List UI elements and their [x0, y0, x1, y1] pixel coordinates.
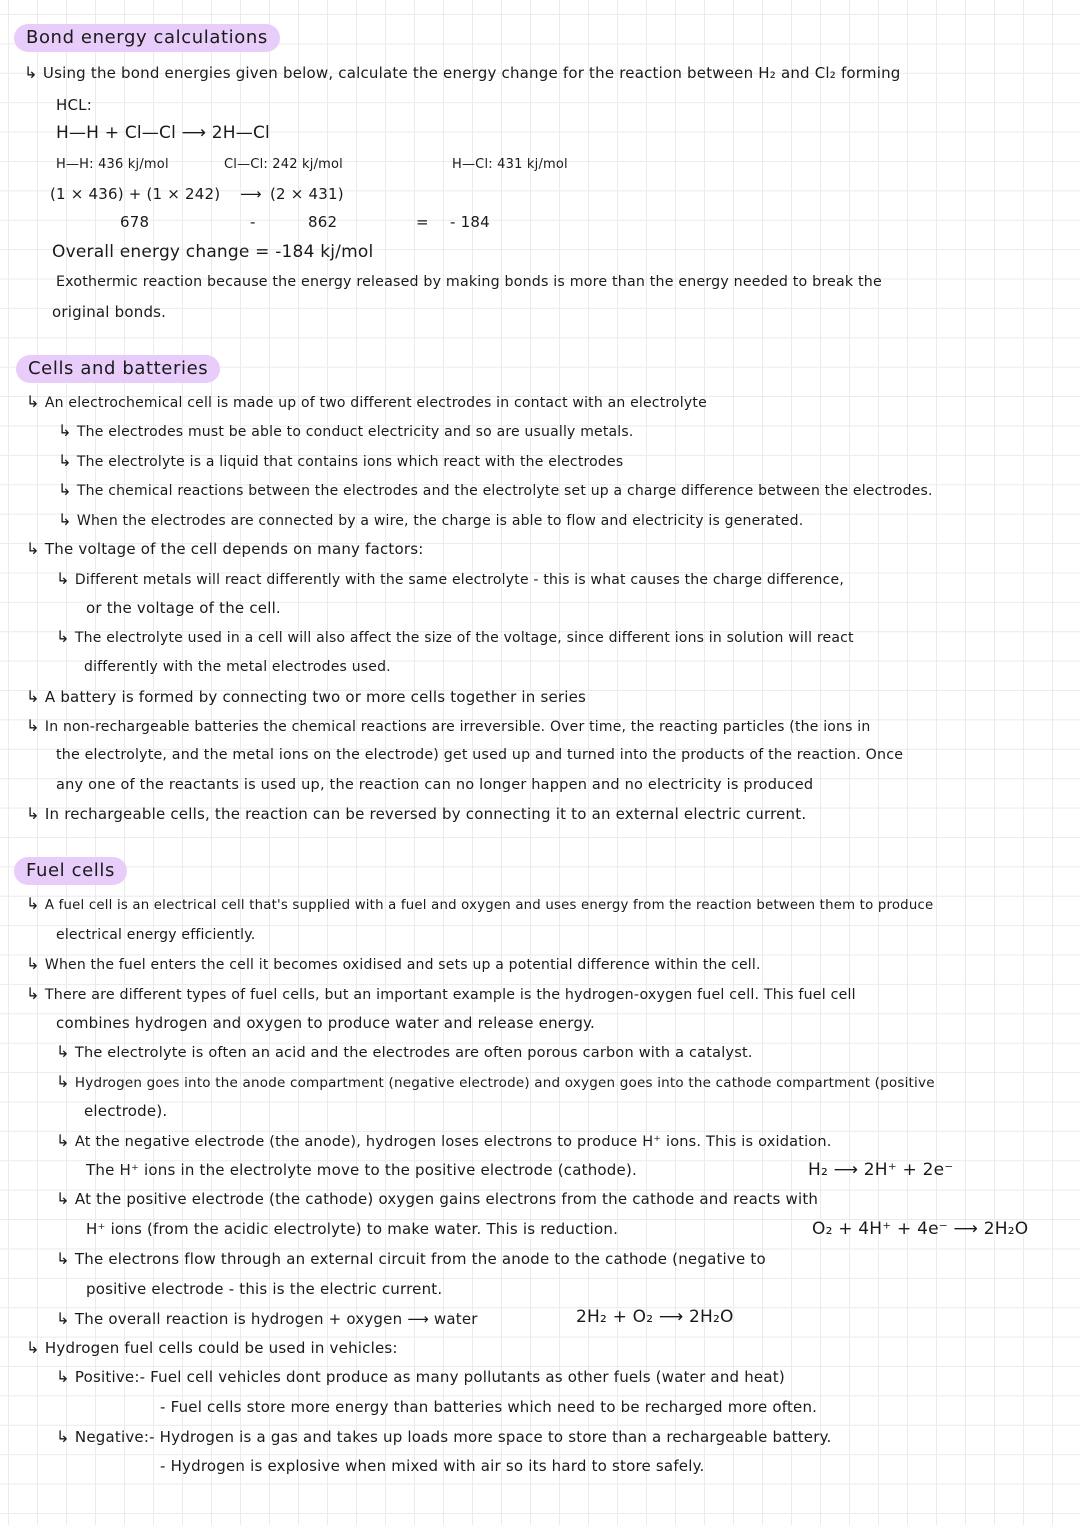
cells-line-11: ↳ A battery is formed by connecting two or more cells together in series [26, 687, 587, 706]
cells-line-14: any one of the reactants is used up, the reaction can no longer happen and no electricity is produced [56, 777, 814, 793]
calc-arrow: ⟶ [240, 185, 262, 203]
fuel-line-10-equation: H₂ ⟶ 2H⁺ + 2e⁻ [808, 1160, 954, 1180]
bullet-arrow-icon: ↳ [26, 539, 45, 558]
fuel-line-11: ↳ At the positive electrode (the cathode) oxygen gains electrons from the cathode and reacts with [56, 1189, 819, 1208]
cells-line-12: ↳ In non-rechargeable batteries the chemical reactions are irreversible. Over time, the reacting particles (the ions in [26, 716, 871, 735]
bond-intro-line-2: HCL: [56, 96, 92, 114]
bullet-arrow-icon: ↳ [56, 627, 75, 646]
fuel-cells-heading: Fuel cells [14, 857, 127, 885]
fuel-line-1: ↳ A fuel cell is an electrical cell that's supplied with a fuel and oxygen and uses energy from the reaction between them to produce [26, 894, 934, 913]
sum-result: - 184 [450, 213, 490, 231]
fuel-line-15-equation: 2H₂ + O₂ ⟶ 2H₂O [576, 1307, 734, 1327]
bullet-arrow-icon: ↳ [56, 1131, 75, 1150]
sum-reactants: 678 [120, 213, 150, 231]
fuel-line-14: positive electrode - this is the electric current. [86, 1280, 443, 1298]
cells-line-2: ↳ The electrodes must be able to conduct electricity and so are usually metals. [58, 421, 634, 440]
bullet-arrow-icon: ↳ [26, 804, 45, 823]
cells-line-10: differently with the metal electrodes used. [84, 659, 391, 675]
fuel-line-12-equation: O₂ + 4H⁺ + 4e⁻ ⟶ 2H₂O [812, 1219, 1029, 1239]
bond-value-hcl: H—Cl: 431 kj/mol [452, 157, 568, 172]
calc-reactants: (1 × 436) + (1 × 242) [50, 185, 221, 203]
bullet-arrow-icon: ↳ [26, 687, 45, 706]
bullet-arrow-icon: ↳ [26, 894, 45, 913]
fuel-line-17: ↳ Positive:- Fuel cell vehicles dont produce as many pollutants as other fuels (water and heat) [56, 1367, 785, 1386]
bond-intro-line-1: ↳ Using the bond energies given below, calculate the energy change for the reaction between H₂ and Cl₂ forming [24, 63, 901, 82]
fuel-line-7: ↳ Hydrogen goes into the anode compartment (negative electrode) and oxygen goes into the cathode compartment (positive [56, 1072, 935, 1091]
cells-line-6: ↳ The voltage of the cell depends on many factors: [26, 539, 424, 558]
sum-minus: - [250, 213, 256, 231]
bullet-arrow-icon: ↳ [56, 1309, 75, 1328]
bullet-arrow-icon: ↳ [56, 569, 75, 588]
calc-products: (2 × 431) [270, 185, 344, 203]
bond-value-hh: H—H: 436 kj/mol [56, 157, 169, 172]
bullet-arrow-icon: ↳ [56, 1249, 75, 1268]
bullet-arrow-icon: ↳ [58, 451, 77, 470]
fuel-line-9: ↳ At the negative electrode (the anode), hydrogen loses electrons to produce H⁺ ions. This is oxidation. [56, 1131, 832, 1150]
bullet-arrow-icon: ↳ [26, 984, 45, 1003]
cells-batteries-heading: Cells and batteries [16, 355, 220, 383]
bullet-arrow-icon: ↳ [26, 392, 45, 411]
fuel-line-5: combines hydrogen and oxygen to produce water and release energy. [56, 1014, 595, 1032]
cells-line-15: ↳ In rechargeable cells, the reaction can be reversed by connecting it to an external electric current. [26, 804, 807, 823]
fuel-line-2: electrical energy efficiently. [56, 927, 256, 943]
bullet-arrow-icon: ↳ [58, 421, 77, 440]
bullet-arrow-icon: ↳ [26, 954, 45, 973]
cells-line-3: ↳ The electrolyte is a liquid that contains ions which react with the electrodes [58, 451, 624, 470]
cells-line-8: or the voltage of the cell. [86, 599, 281, 617]
bullet-arrow-icon: ↳ [56, 1427, 75, 1446]
bullet-arrow-icon: ↳ [56, 1367, 75, 1386]
cells-line-4: ↳ The chemical reactions between the electrodes and the electrolyte set up a charge difference between the electrodes. [58, 480, 933, 499]
bullet-arrow-icon: ↳ [24, 63, 43, 82]
bullet-arrow-icon: ↳ [56, 1189, 75, 1208]
fuel-line-18: - Fuel cells store more energy than batteries which need to be recharged more often. [160, 1398, 818, 1416]
fuel-line-4: ↳ There are different types of fuel cells, but an important example is the hydrogen-oxygen fuel cell. This fuel cell [26, 984, 856, 1003]
fuel-line-13: ↳ The electrons flow through an external circuit from the anode to the cathode (negative to [56, 1249, 766, 1268]
bond-equation: H—H + Cl—Cl ⟶ 2H—Cl [56, 123, 270, 143]
fuel-line-19: ↳ Negative:- Hydrogen is a gas and takes up loads more space to store than a rechargeable battery. [56, 1427, 832, 1446]
sum-equals: = [416, 213, 429, 231]
fuel-line-3: ↳ When the fuel enters the cell it becomes oxidised and sets up a potential difference within the cell. [26, 954, 761, 973]
cells-line-13: the electrolyte, and the metal ions on the electrode) get used up and turned into the products of the reaction. Once [56, 747, 904, 763]
fuel-line-12: H⁺ ions (from the acidic electrolyte) to make water. This is reduction. [86, 1220, 619, 1238]
fuel-line-16: ↳ Hydrogen fuel cells could be used in vehicles: [26, 1338, 398, 1357]
bullet-arrow-icon: ↳ [58, 510, 77, 529]
overall-energy-change: Overall energy change = -184 kj/mol [52, 242, 374, 262]
bullet-arrow-icon: ↳ [26, 1338, 45, 1357]
bullet-arrow-icon: ↳ [58, 480, 77, 499]
exothermic-line-2: original bonds. [52, 303, 167, 321]
cells-line-7: ↳ Different metals will react differently with the same electrolyte - this is what causes the charge difference, [56, 569, 844, 588]
bullet-arrow-icon: ↳ [56, 1042, 75, 1061]
fuel-line-10: The H⁺ ions in the electrolyte move to the positive electrode (cathode). [86, 1161, 637, 1179]
cells-line-5: ↳ When the electrodes are connected by a wire, the charge is able to flow and electricity is generated. [58, 510, 804, 529]
cells-line-1: ↳ An electrochemical cell is made up of two different electrodes in contact with an electrolyte [26, 392, 707, 411]
bond-value-clcl: Cl—Cl: 242 kj/mol [224, 157, 343, 172]
sum-products: 862 [308, 213, 338, 231]
fuel-line-20: - Hydrogen is explosive when mixed with air so its hard to store safely. [160, 1457, 705, 1475]
bond-energy-heading: Bond energy calculations [14, 24, 280, 52]
fuel-line-15: ↳ The overall reaction is hydrogen + oxygen ⟶ water [56, 1309, 478, 1328]
bullet-arrow-icon: ↳ [26, 716, 45, 735]
fuel-line-8: electrode). [84, 1102, 168, 1120]
exothermic-line-1: Exothermic reaction because the energy released by making bonds is more than the energy needed to break the [56, 274, 882, 290]
fuel-line-6: ↳ The electrolyte is often an acid and the electrodes are often porous carbon with a catalyst. [56, 1042, 753, 1061]
bullet-arrow-icon: ↳ [56, 1072, 75, 1091]
cells-line-9: ↳ The electrolyte used in a cell will also affect the size of the voltage, since different ions in solution will react [56, 627, 854, 646]
